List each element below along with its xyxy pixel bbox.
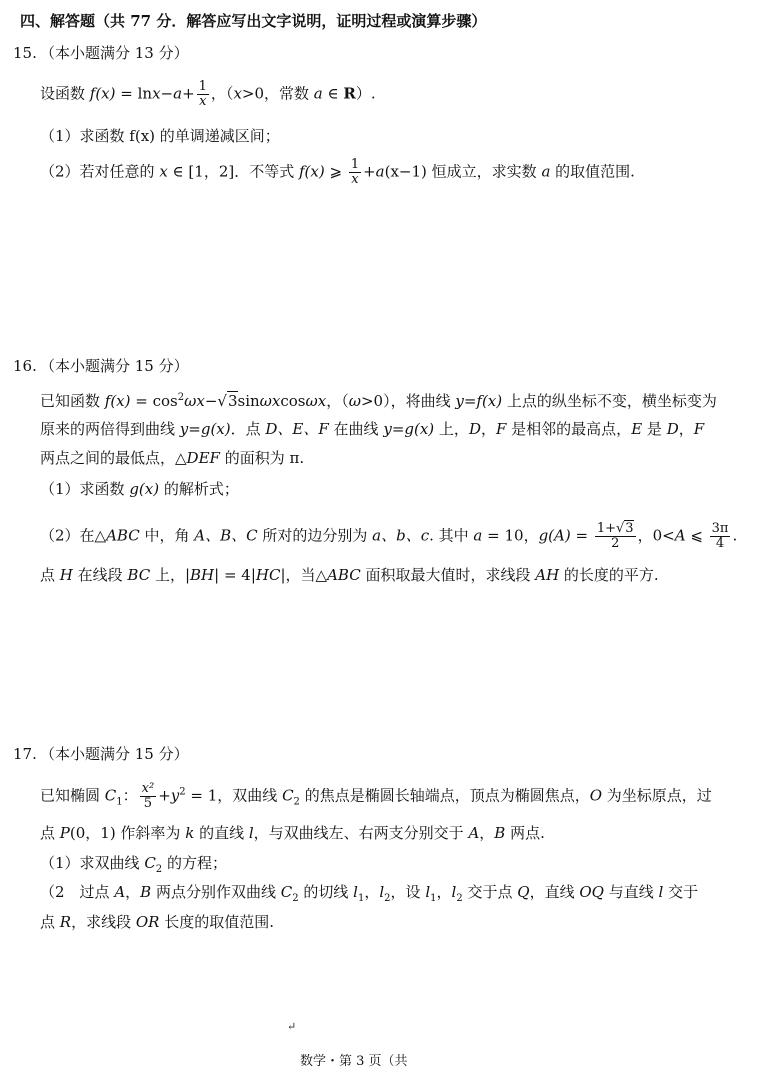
q16-part2-cont: 点 H 在线段 BC 上，|BH| = 4|HC|，当△ABC 面积取最大值时，求线段 AH 的长度的平方. bbox=[40, 566, 659, 584]
q16-line1: 已知函数 $f(x) = \cos^2\omega x-√3\sin\omega xcos\omega x$，（ω>0），将曲线 y=f(x) 上点的纵坐标不变，横坐标变为 bbox=[40, 392, 717, 410]
q16-fraction-g: $\frac{1+√3}{2}$ bbox=[596, 521, 634, 551]
q16-sqrt: 3 bbox=[227, 392, 238, 410]
q15-number: 15. bbox=[13, 44, 37, 62]
q17-line2: 点 P(0，1) 作斜率为 k 的直线 l，与双曲线左、右两支分别交于 A，B 两点. bbox=[40, 824, 545, 842]
q15-part2: （2）若对任意的 x ∈ [1，2]．不等式 f(x) ⩾ $\frac{1}{x}$ +a(x−1) 恒成立，求实数 a 的取值范围. bbox=[40, 157, 635, 187]
q16-part1: （1）求函数 g(x) 的解析式； bbox=[40, 480, 239, 498]
q17-fraction: $\frac{\text{x²}}{5}$ bbox=[141, 781, 155, 811]
q15-fraction: $\frac{1}{x}$ bbox=[198, 79, 207, 109]
q17-part2-cont: 点 R，求线段 OR 长度的取值范围. bbox=[40, 913, 274, 931]
section-header: 四、解答题（共 77 分．解答应写出文字说明，证明过程或演算步骤） bbox=[20, 12, 487, 30]
q17-score: （本小题满分 15 分） bbox=[40, 745, 189, 763]
page-footer: 数学・第 3 页（共 bbox=[300, 1054, 408, 1069]
q17-part1: （1）求双曲线 $C_2$ 的方程； bbox=[40, 854, 227, 875]
q17-line1: 已知椭圆 $C_1$： $\frac{\text{x²}}{5}$ $+y^2 = 1$，双曲线 $C_2$ 的焦点是椭圆长轴端点，顶点为椭圆焦点，O 为坐标原点，过 bbox=[40, 781, 712, 811]
q16-part2: （2）在△ABC 中，角 A、B、C 所对的边分别为 a、b、c. 其中 a = 10，g(A) = $\frac{1+√3}{2}$ ，0<A ⩽ $\frac{3\pi}{4}$ . bbox=[40, 521, 738, 551]
q16-fraction-pi: $\frac{3\pi}{4}$ bbox=[711, 521, 729, 551]
q16-number: 16. bbox=[13, 357, 37, 375]
stray-mark: ↵ bbox=[287, 1020, 297, 1033]
q16-score: （本小题满分 15 分） bbox=[40, 357, 189, 375]
q16-line2: 原来的两倍得到曲线 y=g(x)．点 D、E、F 在曲线 y=g(x) 上，D，F 是相邻的最高点，E 是 D，F bbox=[40, 420, 705, 438]
q16-line3: 两点之间的最低点，△DEF 的面积为 π. bbox=[40, 449, 305, 467]
q15-p2-fraction: $\frac{1}{x}$ bbox=[350, 157, 360, 187]
q17-number: 17. bbox=[13, 745, 37, 763]
q15-score: （本小题满分 13 分） bbox=[40, 44, 189, 62]
q17-part2: （2 过点 A，B 两点分别作双曲线 $C_2$ 的切线 $l_1$，$l_2$，设 $l_1$，$l_2$ 交于点 Q，直线 OQ 与直线 l 交于 bbox=[40, 883, 699, 904]
q15-stem: 设函数 f(x) = lnx−a+ $\frac{1}{x}$ ，（x>0，常数 a ∈ R）. bbox=[40, 79, 376, 109]
q15-part1: （1）求函数 f(x) 的单调递减区间； bbox=[40, 127, 280, 145]
